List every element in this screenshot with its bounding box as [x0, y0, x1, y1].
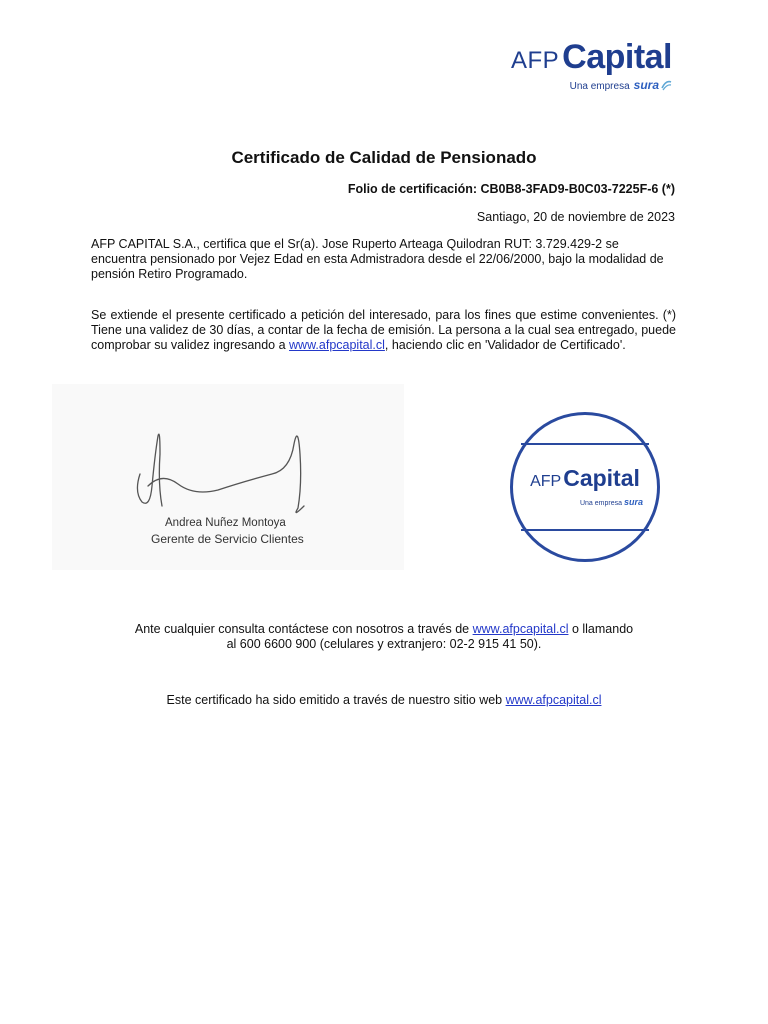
stamp-top-rule: [521, 443, 649, 445]
signature-block: [52, 384, 404, 570]
logo-tagline-text: Una empresa: [569, 81, 630, 92]
stamp-tagline: [580, 497, 643, 507]
certification-folio: Folio de certificación: CB0B8-3FAD9-B0C03-7225F-6 (*): [347, 182, 675, 196]
certification-paragraph: AFP CAPITAL S.A., certifica que el Sr(a). Jose Ruperto Arteaga Quilodran RUT: 3.729.429-2 se encuentra pensionado por Vejez Edad en esta Admistradora desde el 22/06/2000, bajo la modalidad de pensión Retiro Programado.: [91, 237, 664, 281]
logo-capital-text: Capital: [562, 38, 672, 76]
stamp-tagline-text: Una empresa: [579, 500, 622, 507]
logo-afp-text: AFP: [510, 47, 560, 74]
afp-capital-logo: [472, 40, 672, 92]
signer-name: Andrea Nuñez Montoya: [165, 517, 286, 529]
stamp-capital-text: Capital: [563, 465, 640, 491]
signer-role: Gerente de Servicio Clientes: [151, 532, 304, 546]
contact-text-end: o llamando: [568, 622, 634, 636]
afpcapital-link[interactable]: www.afpcapital.cl: [289, 338, 385, 352]
footer-text: Este certificado ha sido emitido a través de nuestro sitio web: [166, 693, 506, 707]
validity-text: Se extiende el presente certificado a petición del interesado, para los fines que estime convenientes. (*) Tiene una validez de 30 días, a contar de la fecha de emisión. La persona a la cual sea entregado, puede comprobar su validez ingresando a: [91, 308, 676, 352]
stamp-afp-text: AFP: [530, 473, 562, 490]
validity-text-end: , haciendo clic en 'Validador de Certificado'.: [384, 338, 626, 352]
footer-note: [0, 693, 768, 707]
logo-wordmark: [472, 40, 672, 74]
sura-swoosh-icon: [660, 79, 672, 91]
stamp-bottom-rule: [521, 529, 649, 531]
contact-line-1: [0, 622, 768, 637]
stamp-sura-text: sura: [623, 497, 643, 507]
contact-afpcapital-link[interactable]: www.afpcapital.cl: [472, 622, 569, 636]
afp-capital-stamp: [510, 412, 660, 562]
contact-text: Ante cualquier consulta contáctese con nosotros a través de: [134, 622, 473, 636]
contact-info: [0, 622, 768, 652]
contact-line-2: al 600 6600 900 (celulares y extranjero: 02-2 915 41 50).: [226, 637, 542, 651]
handwritten-signature: [122, 414, 322, 524]
logo-tagline: [472, 78, 672, 92]
validity-paragraph: [91, 308, 676, 353]
stamp-wordmark: [513, 465, 657, 492]
issue-date: Santiago, 20 de noviembre de 2023: [476, 210, 675, 224]
footer-afpcapital-link[interactable]: www.afpcapital.cl: [505, 693, 602, 707]
document-title: Certificado de Calidad de Pensionado: [231, 148, 537, 167]
logo-sura-text: sura: [633, 78, 659, 92]
